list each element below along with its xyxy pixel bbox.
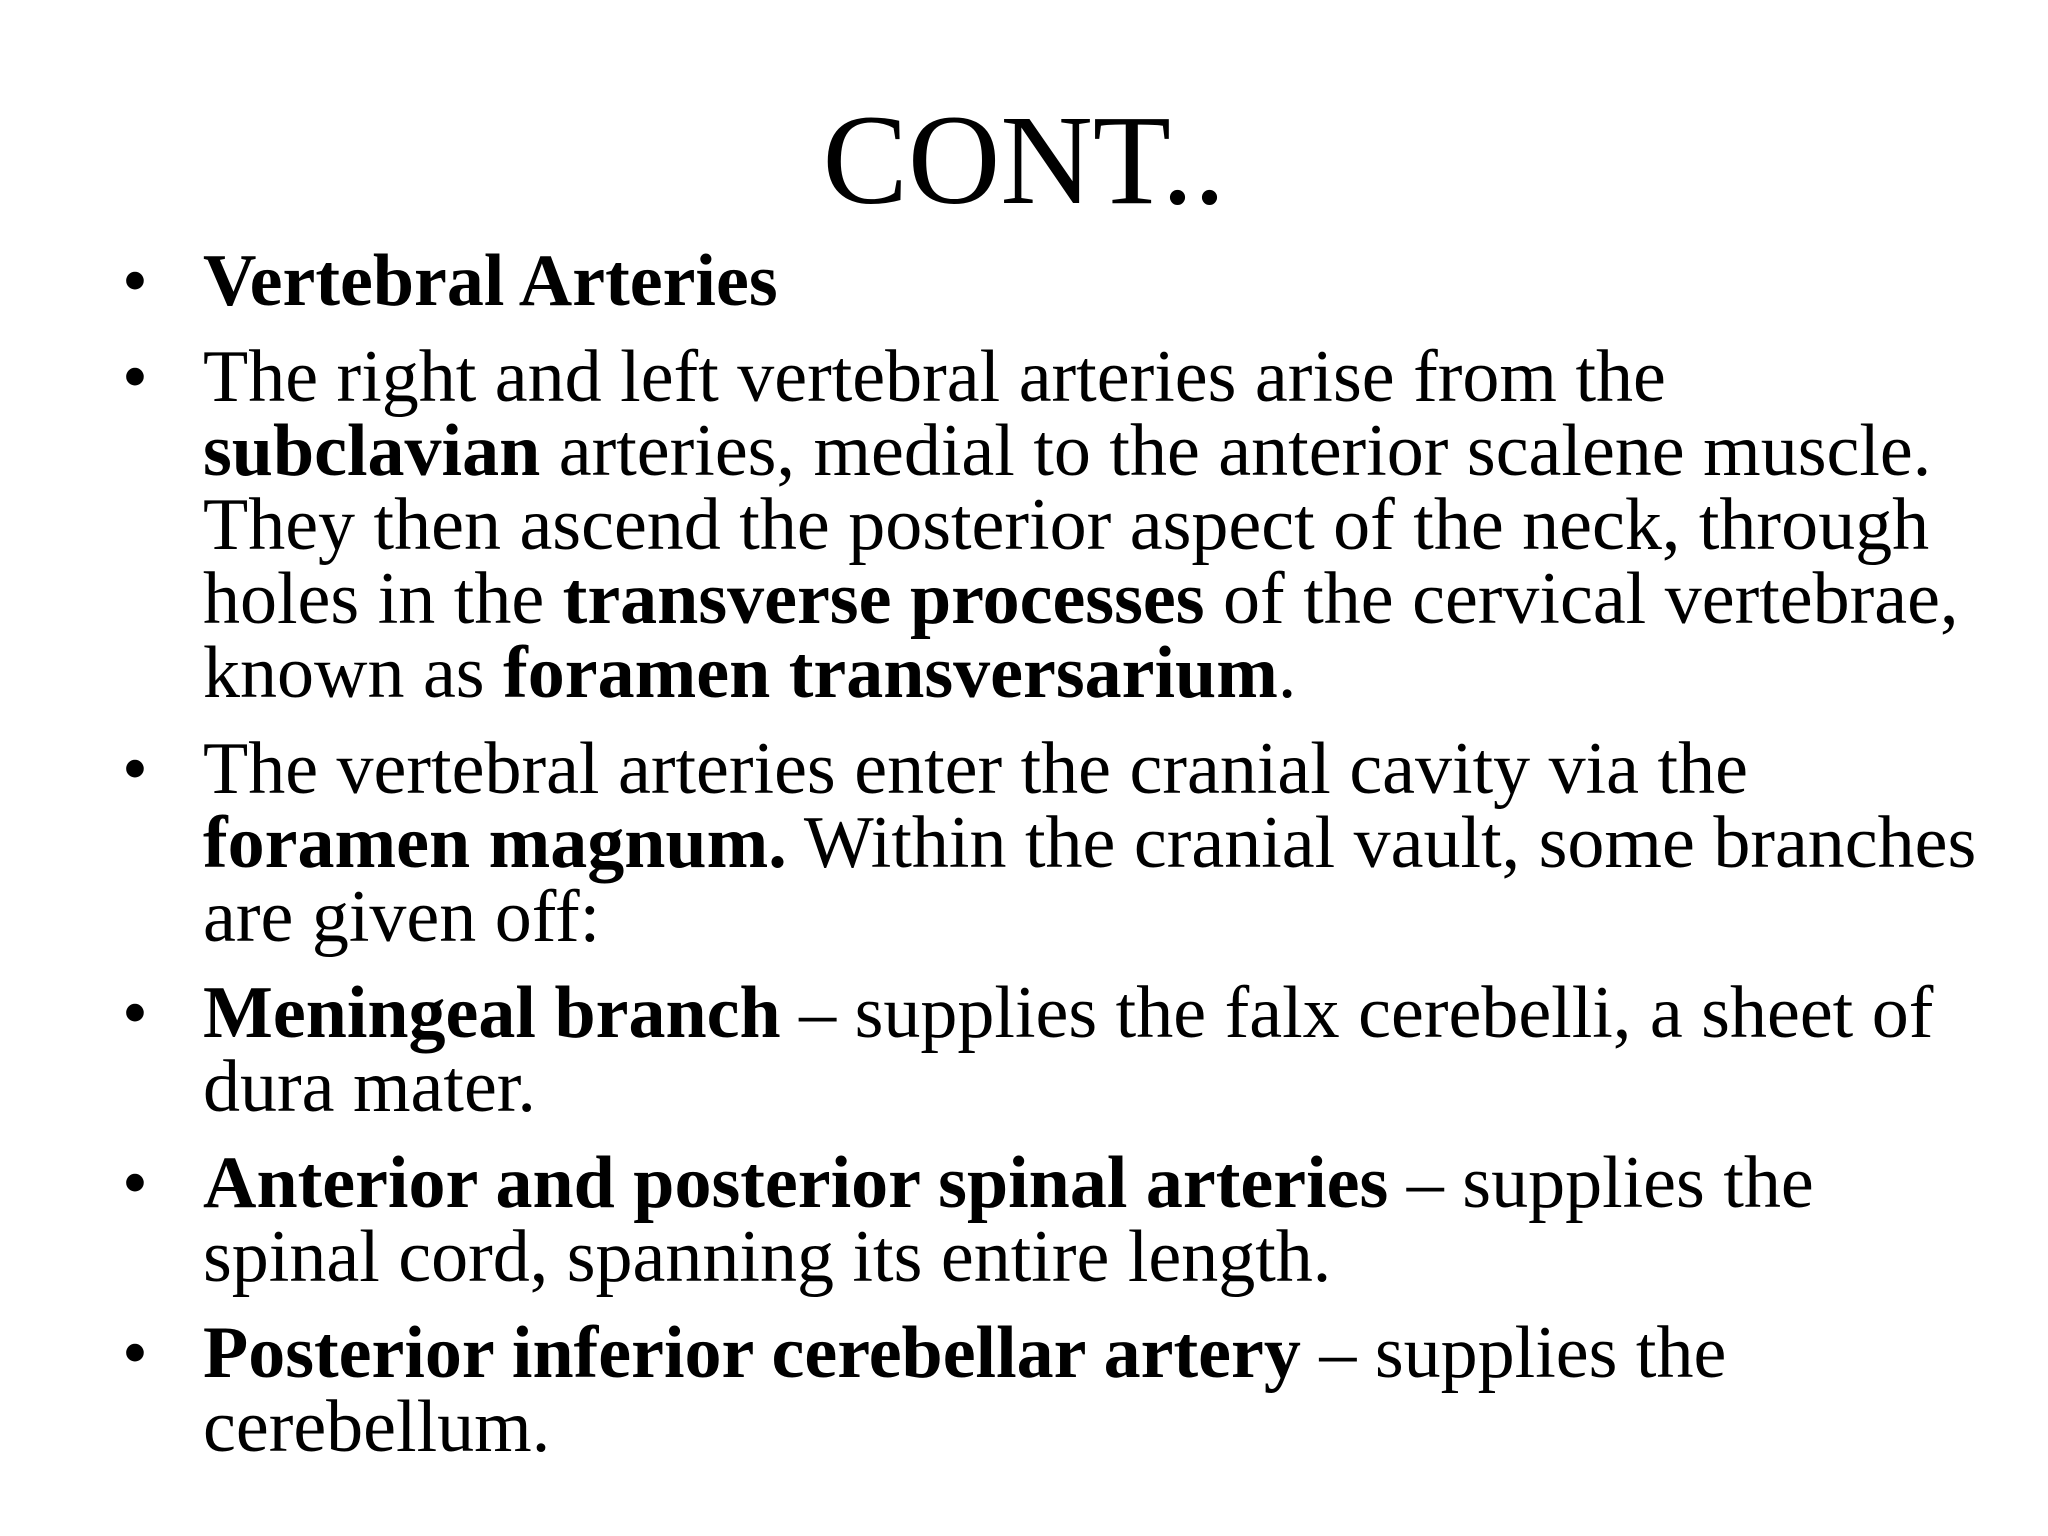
slide-title: CONT.. — [822, 89, 1226, 231]
bullet-text: – supplies the cerebellum. — [203, 1312, 1727, 1468]
bullet-list — [0, 240, 2048, 1486]
bullet-text: of the cervical vertebrae, known as — [203, 558, 1959, 714]
bullet-text: – supplies the spinal cord, spanning its entire length. — [203, 1142, 1814, 1298]
bullet-icon: • — [122, 240, 148, 322]
bullet-bold-term: Posterior inferior cerebellar artery — [203, 1312, 1301, 1394]
bullet-text: . — [1277, 632, 1297, 714]
bullet-vertebral-arteries — [0, 240, 2048, 322]
bullet-icon: • — [122, 972, 148, 1054]
bullet-bold-term: foramen magnum. — [203, 802, 787, 884]
bullet-spinal-arteries — [0, 1142, 2048, 1298]
bullet-icon: • — [122, 336, 148, 418]
bullet-heading: Vertebral Arteries — [203, 240, 778, 322]
bullet-text: The vertebral arteries enter the cranial cavity via the — [203, 728, 1748, 810]
bullet-icon: • — [122, 1312, 148, 1394]
bullet-bold-term: transverse processes — [562, 558, 1205, 640]
bullet-icon: • — [122, 1142, 148, 1224]
bullet-text: The right and left vertebral arteries arise from the — [203, 336, 1666, 418]
bullet-cranial-entry — [0, 728, 2048, 958]
bullet-bold-term: foramen transversarium — [503, 632, 1278, 714]
bullet-bold-term: Anterior and posterior spinal arteries — [203, 1142, 1389, 1224]
bullet-bold-term: Meningeal branch — [203, 972, 781, 1054]
bullet-text: – supplies the falx cerebelli, a sheet of dura mater. — [203, 972, 1934, 1128]
bullet-icon: • — [122, 728, 148, 810]
bullet-meningeal-branch — [0, 972, 2048, 1128]
bullet-text: Within the cranial vault, some branches are given off: — [203, 802, 1977, 958]
bullet-pica — [0, 1312, 2048, 1468]
bullet-text: arteries, medial to the anterior scalene muscle. They then ascend the posterior aspect of the neck, through holes in the — [203, 410, 1932, 640]
bullet-bold-term: subclavian — [203, 410, 541, 492]
bullet-origin — [0, 336, 2048, 714]
